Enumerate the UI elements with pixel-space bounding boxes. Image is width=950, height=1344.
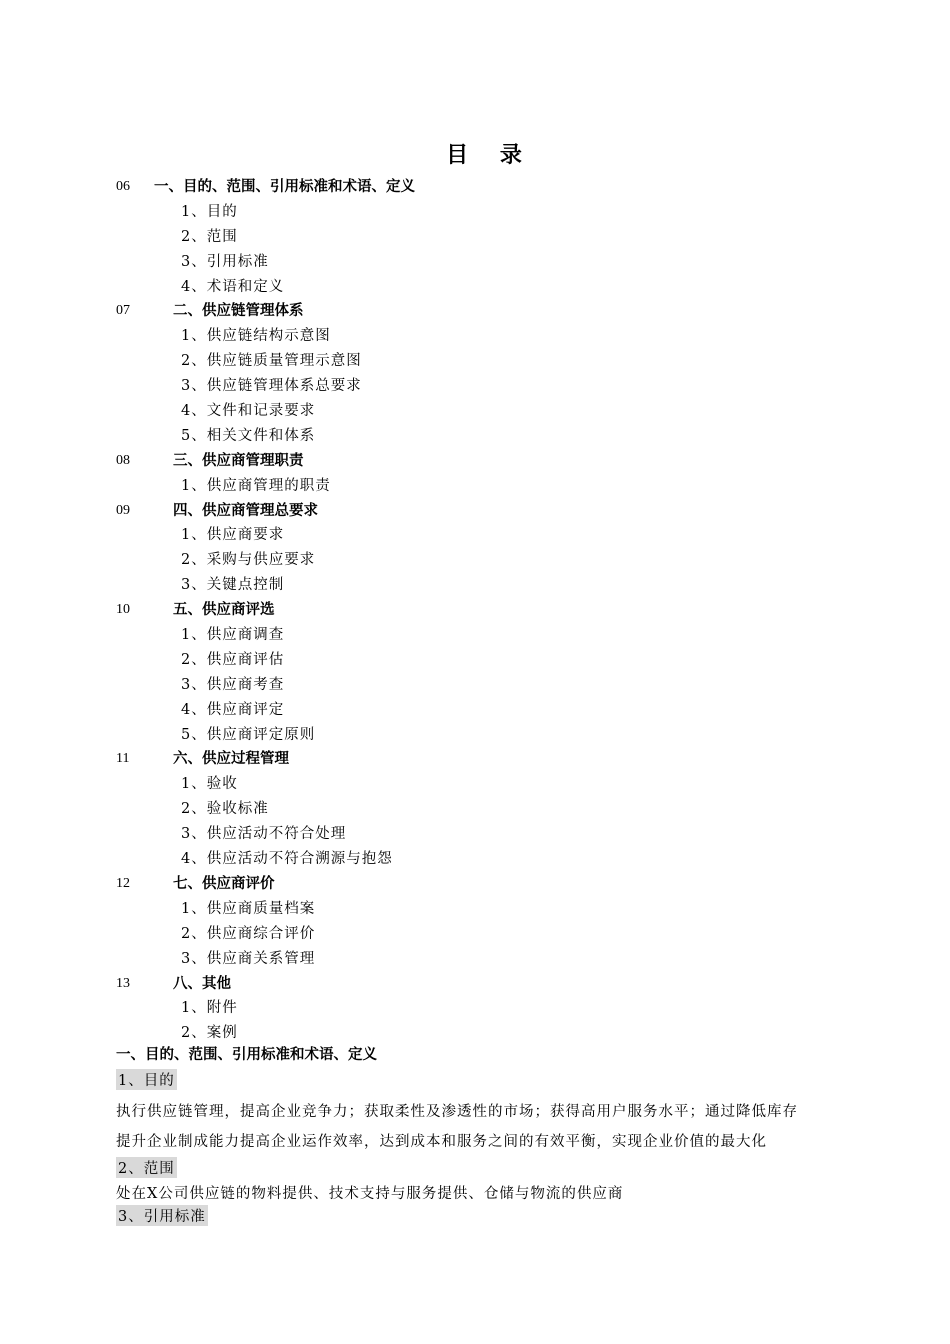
toc-heading-row <box>0 972 950 997</box>
toc-item: 1、供应商要求 <box>181 527 285 544</box>
toc-item: 4、术语和定义 <box>181 278 285 295</box>
toc-item-row <box>0 424 950 449</box>
toc-item-row <box>0 797 950 822</box>
subsection-label-purpose: 1、目的 <box>116 1069 177 1090</box>
toc-heading: 五、供应商评选 <box>173 602 275 619</box>
toc-item: 2、验收标准 <box>181 801 269 818</box>
toc-heading-row <box>0 598 950 623</box>
toc-item: 1、供应商质量档案 <box>181 900 316 917</box>
toc-heading: 四、供应商管理总要求 <box>173 502 318 519</box>
toc-heading: 六、供应过程管理 <box>173 751 289 768</box>
table-of-contents <box>0 175 950 1046</box>
toc-item: 2、案例 <box>181 1025 238 1042</box>
toc-item-row <box>0 225 950 250</box>
toc-item: 1、供应商管理的职责 <box>181 477 331 494</box>
toc-heading: 一、目的、范围、引用标准和术语、定义 <box>154 179 415 195</box>
toc-item-row <box>0 523 950 548</box>
toc-item-row <box>0 275 950 300</box>
toc-item-row <box>0 648 950 673</box>
toc-page-number: 08 <box>116 452 130 468</box>
toc-heading-row <box>0 499 950 524</box>
toc-item-row <box>0 996 950 1021</box>
subsection-label-scope: 2、范围 <box>116 1157 177 1178</box>
toc-item: 1、附件 <box>181 1000 238 1017</box>
toc-item-row <box>0 947 950 972</box>
toc-item: 3、供应商关系管理 <box>181 950 316 967</box>
toc-item: 5、供应商评定原则 <box>181 726 316 743</box>
toc-page-number: 09 <box>116 502 130 518</box>
toc-heading: 七、供应商评价 <box>173 875 275 892</box>
toc-item: 2、供应商评估 <box>181 651 285 668</box>
toc-heading-row <box>0 872 950 897</box>
toc-item-row <box>0 772 950 797</box>
toc-item-row <box>0 698 950 723</box>
toc-item-row <box>0 324 950 349</box>
toc-item-row <box>0 673 950 698</box>
toc-item: 1、供应商调查 <box>181 627 285 644</box>
toc-item: 1、目的 <box>181 203 238 220</box>
toc-item-row <box>0 349 950 374</box>
toc-page-number: 12 <box>116 875 130 891</box>
toc-page-number: 11 <box>116 751 130 767</box>
toc-heading: 二、供应链管理体系 <box>173 303 304 320</box>
toc-page-number: 06 <box>116 179 130 194</box>
toc-item-row <box>0 200 950 225</box>
toc-heading: 八、其他 <box>173 975 231 992</box>
toc-heading-row <box>0 747 950 772</box>
toc-item-row <box>0 250 950 275</box>
section-title: 一、目的、范围、引用标准和术语、定义 <box>116 1047 377 1063</box>
toc-item: 1、供应链结构示意图 <box>181 328 331 345</box>
toc-page-number: 13 <box>116 975 130 991</box>
toc-item: 4、文件和记录要求 <box>181 403 316 420</box>
toc-item-row <box>0 623 950 648</box>
toc-item-row <box>0 922 950 947</box>
toc-item-row <box>0 374 950 399</box>
toc-item: 3、引用标准 <box>181 253 269 270</box>
toc-page-number: 10 <box>116 602 130 618</box>
paragraph-line: 处在X公司供应链的物料提供、技术支持与服务提供、仓储与物流的供应商 <box>116 1186 624 1202</box>
toc-item: 2、采购与供应要求 <box>181 552 316 569</box>
paragraph-line: 执行供应链管理，提高企业竞争力；获取柔性及渗透性的市场；获得高用户服务水平；通过降低库存 <box>116 1104 798 1120</box>
subsection-label-standards: 3、引用标准 <box>116 1205 208 1226</box>
toc-item: 1、验收 <box>181 776 238 793</box>
toc-item: 5、相关文件和体系 <box>181 427 316 444</box>
toc-item-row <box>0 573 950 598</box>
toc-item: 3、供应链管理体系总要求 <box>181 378 362 395</box>
toc-item-row <box>0 474 950 499</box>
toc-heading-row <box>0 299 950 324</box>
toc-item: 3、供应商考查 <box>181 676 285 693</box>
toc-item: 4、供应活动不符合溯源与抱怨 <box>181 851 393 868</box>
toc-item-row <box>0 847 950 872</box>
toc-item: 3、关键点控制 <box>181 577 285 594</box>
toc-heading: 三、供应商管理职责 <box>173 452 304 469</box>
page-title: 目 录 <box>446 143 534 168</box>
toc-heading-row <box>0 449 950 474</box>
toc-item-row <box>0 548 950 573</box>
toc-item-row <box>0 822 950 847</box>
toc-heading-row <box>0 175 950 200</box>
toc-item-row <box>0 897 950 922</box>
toc-item: 3、供应活动不符合处理 <box>181 826 347 843</box>
toc-item: 2、供应链质量管理示意图 <box>181 353 362 370</box>
toc-item: 2、范围 <box>181 228 238 245</box>
paragraph-line: 提升企业制成能力提高企业运作效率，达到成本和服务之间的有效平衡，实现企业价值的最大化 <box>116 1134 767 1150</box>
toc-item-row <box>0 399 950 424</box>
toc-item: 2、供应商综合评价 <box>181 925 316 942</box>
toc-item-row <box>0 723 950 748</box>
toc-item: 4、供应商评定 <box>181 701 285 718</box>
toc-page-number: 07 <box>116 303 130 319</box>
